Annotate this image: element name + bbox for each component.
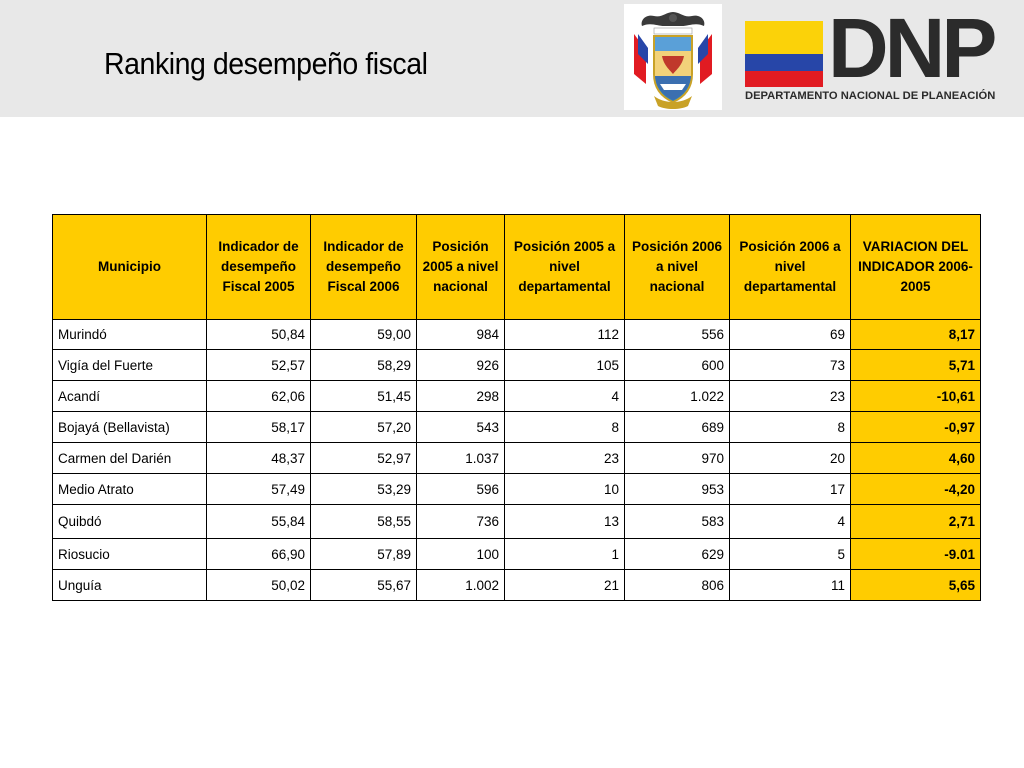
value-cell: 57,49	[207, 474, 311, 505]
dnp-logo-subtitle: DEPARTAMENTO NACIONAL DE PLANEACIÓN	[745, 90, 996, 102]
value-cell: 53,29	[311, 474, 417, 505]
coat-of-arms-logo	[624, 4, 722, 110]
value-cell: 112	[505, 320, 625, 350]
value-cell: 600	[625, 350, 730, 381]
table-row	[53, 570, 981, 601]
slide-title: Ranking desempeño fiscal	[104, 46, 428, 81]
column-header: Posición 2006 a nivel departamental	[730, 215, 851, 320]
municipio-cell: Carmen del Darién	[53, 443, 207, 474]
colombia-flag-logo	[745, 21, 823, 87]
value-cell: 543	[417, 412, 505, 443]
value-cell: 11	[730, 570, 851, 601]
variacion-cell: -4,20	[851, 474, 981, 505]
value-cell: 1.002	[417, 570, 505, 601]
table-row	[53, 412, 981, 443]
variacion-cell: 5,65	[851, 570, 981, 601]
value-cell: 1.037	[417, 443, 505, 474]
value-cell: 1	[505, 539, 625, 570]
value-cell: 62,06	[207, 381, 311, 412]
value-cell: 58,29	[311, 350, 417, 381]
table-row	[53, 350, 981, 381]
value-cell: 55,84	[207, 505, 311, 539]
value-cell: 58,55	[311, 505, 417, 539]
value-cell: 689	[625, 412, 730, 443]
column-header: Posición 2005 a nivel departamental	[505, 215, 625, 320]
column-header: Posición 2005 a nivel nacional	[417, 215, 505, 320]
value-cell: 59,00	[311, 320, 417, 350]
value-cell: 100	[417, 539, 505, 570]
table-row	[53, 539, 981, 570]
value-cell: 736	[417, 505, 505, 539]
value-cell: 73	[730, 350, 851, 381]
dnp-logo-text: DNP	[828, 1, 994, 95]
value-cell: 10	[505, 474, 625, 505]
municipio-cell: Murindó	[53, 320, 207, 350]
value-cell: 58,17	[207, 412, 311, 443]
value-cell: 17	[730, 474, 851, 505]
value-cell: 5	[730, 539, 851, 570]
value-cell: 57,20	[311, 412, 417, 443]
value-cell: 970	[625, 443, 730, 474]
value-cell: 23	[505, 443, 625, 474]
value-cell: 629	[625, 539, 730, 570]
value-cell: 926	[417, 350, 505, 381]
ranking-table	[52, 214, 981, 601]
table-row	[53, 320, 981, 350]
value-cell: 953	[625, 474, 730, 505]
value-cell: 52,97	[311, 443, 417, 474]
value-cell: 13	[505, 505, 625, 539]
value-cell: 105	[505, 350, 625, 381]
value-cell: 52,57	[207, 350, 311, 381]
table-row	[53, 381, 981, 412]
value-cell: 8	[505, 412, 625, 443]
value-cell: 298	[417, 381, 505, 412]
municipio-cell: Acandí	[53, 381, 207, 412]
value-cell: 806	[625, 570, 730, 601]
variacion-cell: 4,60	[851, 443, 981, 474]
municipio-cell: Unguía	[53, 570, 207, 601]
value-cell: 50,02	[207, 570, 311, 601]
value-cell: 55,67	[311, 570, 417, 601]
value-cell: 4	[505, 381, 625, 412]
value-cell: 1.022	[625, 381, 730, 412]
column-header: Posición 2006 a nivel nacional	[625, 215, 730, 320]
column-header: Municipio	[53, 215, 207, 320]
value-cell: 984	[417, 320, 505, 350]
value-cell: 20	[730, 443, 851, 474]
municipio-cell: Vigía del Fuerte	[53, 350, 207, 381]
value-cell: 23	[730, 381, 851, 412]
column-header: Indicador de desempeño Fiscal 2005	[207, 215, 311, 320]
table-header-row	[53, 215, 981, 320]
variacion-cell: -10,61	[851, 381, 981, 412]
value-cell: 69	[730, 320, 851, 350]
value-cell: 556	[625, 320, 730, 350]
municipio-cell: Bojayá (Bellavista)	[53, 412, 207, 443]
variacion-cell: 8,17	[851, 320, 981, 350]
municipio-cell: Medio Atrato	[53, 474, 207, 505]
value-cell: 51,45	[311, 381, 417, 412]
table-body	[53, 320, 981, 601]
variacion-cell: -9.01	[851, 539, 981, 570]
variacion-cell: 5,71	[851, 350, 981, 381]
value-cell: 21	[505, 570, 625, 601]
municipio-cell: Riosucio	[53, 539, 207, 570]
value-cell: 57,89	[311, 539, 417, 570]
table-row	[53, 505, 981, 539]
municipio-cell: Quibdó	[53, 505, 207, 539]
value-cell: 596	[417, 474, 505, 505]
column-header: VARIACION DEL INDICADOR 2006-2005	[851, 215, 981, 320]
table-row	[53, 474, 981, 505]
variacion-cell: -0,97	[851, 412, 981, 443]
column-header: Indicador de desempeño Fiscal 2006	[311, 215, 417, 320]
value-cell: 8	[730, 412, 851, 443]
value-cell: 50,84	[207, 320, 311, 350]
value-cell: 66,90	[207, 539, 311, 570]
table-row	[53, 443, 981, 474]
variacion-cell: 2,71	[851, 505, 981, 539]
value-cell: 4	[730, 505, 851, 539]
value-cell: 583	[625, 505, 730, 539]
value-cell: 48,37	[207, 443, 311, 474]
